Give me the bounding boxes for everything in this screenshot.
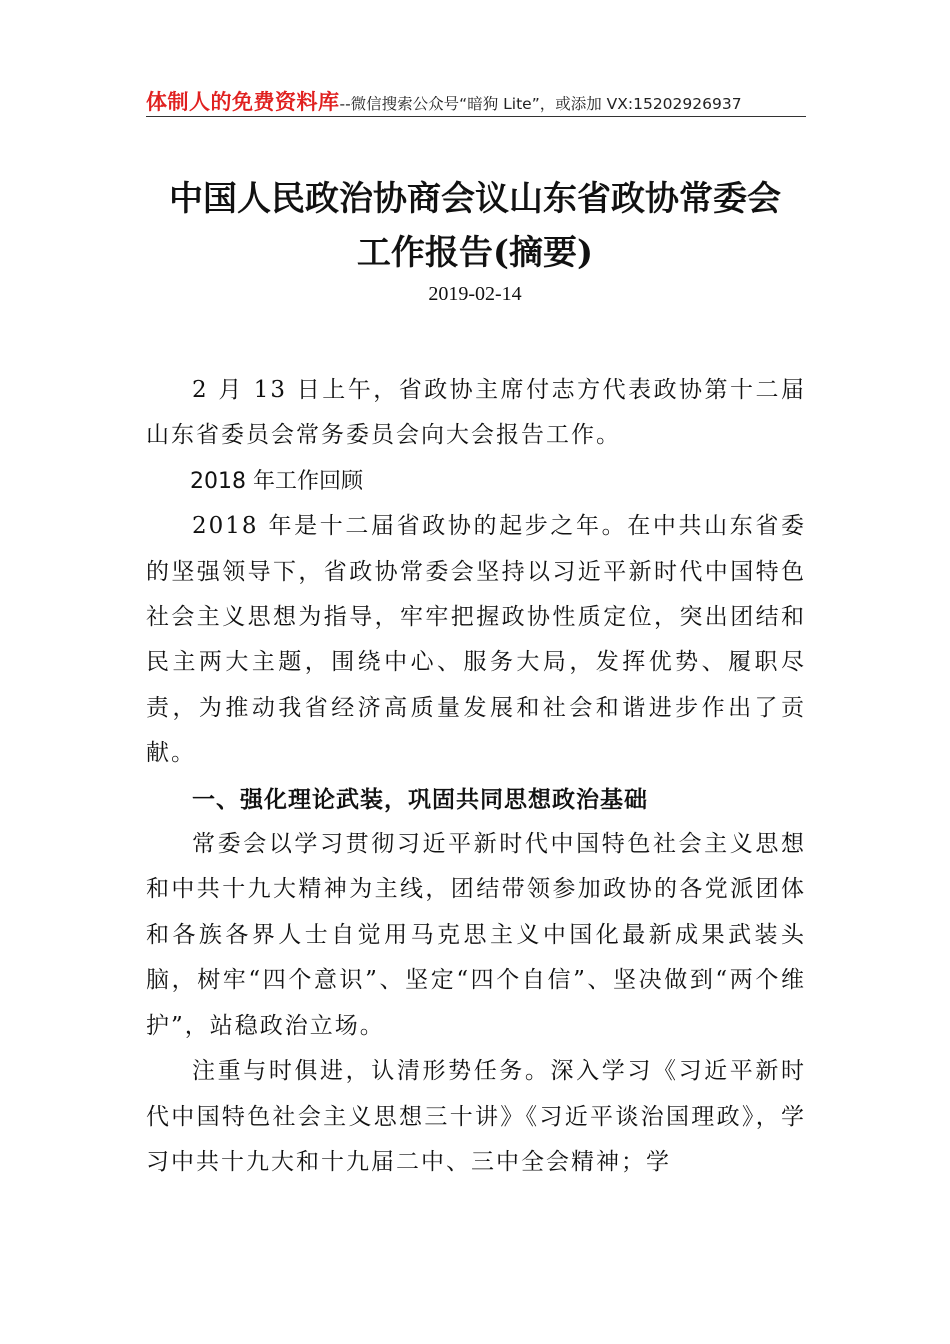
watermark-header — [146, 86, 806, 117]
heading-review: 2018 年工作回顾 — [190, 468, 363, 494]
paragraph-study: 注重与时俱进，认清形势任务。深入学习《习近平新时代中国特色社会主义思想三十讲》《习近平谈治国理政》，学习中共十九大和十九届二中、三中全会精神；学 — [146, 1058, 806, 1175]
document-body — [146, 368, 806, 1185]
document-date: 2019-02-14 — [428, 283, 522, 305]
header-note: --微信搜索公众号“暗狗 Lite”，或添加 VX:15202926937 — [339, 95, 742, 113]
paragraph-overview: 2018 年是十二届省政协的起步之年。在中共山东省委的坚强领导下，省政协常委会坚持以习近平新时代中国特色社会主义思想为指导，牢牢把握政协性质定位，突出团结和民主两大主题，围绕中心、服务大局，发挥优势、履职尽责，为推动我省经济高质量发展和社会和谐进步作出了贡献。 — [146, 513, 806, 767]
section-heading-1: 一、强化理论武装，巩固共同思想政治基础 — [192, 785, 648, 813]
document-title-line2: 工作报告(摘要) — [356, 233, 594, 273]
paragraph-section1: 常委会以学习贯彻习近平新时代中国特色社会主义思想和中共十九大精神为主线，团结带领参加政协的各党派团体和各族各界人士自觉用马克思主义中国化最新成果武装头脑，树牢“四个意识”、坚定“四个自信”、坚决做到“两个维护”，站稳政治立场。 — [146, 831, 806, 1039]
document-title-line1: 中国人民政治协商会议山东省政协常委会 — [169, 179, 781, 219]
header-brand: 体制人的免费资料库 — [146, 90, 340, 114]
paragraph-intro: 2 月 13 日上午，省政协主席付志方代表政协第十二届山东省委员会常务委员会向大会报告工作。 — [146, 377, 806, 449]
